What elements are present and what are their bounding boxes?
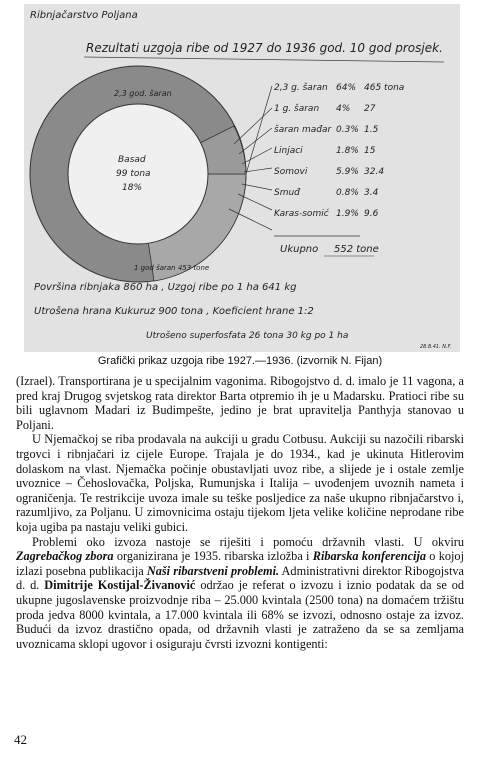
legend-pct: 1.8% [336, 146, 359, 156]
paragraph-3 [16, 535, 464, 652]
p3-text-e: o kojoj izlazi posebna publikacija [16, 549, 464, 578]
pie-center-1: Basad [118, 155, 146, 165]
legend-amount: 32.4 [364, 167, 385, 177]
legend-pct: 64% [336, 83, 357, 93]
legend-name: 1 g. šaran [274, 104, 320, 114]
p3-text-c: organizirana je 1935. ribarska izložba i [113, 549, 313, 564]
total-value: 552 tone [334, 244, 379, 255]
body-text [16, 374, 464, 651]
stats-line-3: Utrošeno superfosfata 26 tona 30 kg po 1 ha [146, 331, 349, 341]
legend-name: Linjaci [274, 146, 303, 156]
pie-center-3: 18% [122, 183, 143, 193]
paragraph-1: (Izrael). Transportirana je u specijalnim vagonima. Ribogojstvo d. d. imalo je 11 vagona, a pred kraj Drugog svjetskog rata direktor Barta otpremio ih je u Madarsku. Pratioci ribe su bili uglavnom Madari iz Budimpešte, jedino je brat upravitelja Panthyja stanovao u Poljani. [16, 374, 464, 432]
legend-pct: 1.9% [336, 209, 359, 219]
p3-publication-title: Naši ribarstveni problemi. [146, 563, 280, 578]
legend-pct: 0.8% [336, 188, 359, 198]
legend-name: Karas-somić [274, 209, 329, 219]
page-number: 42 [14, 732, 27, 747]
legend-name: Smuđ [274, 188, 300, 198]
stats-line-2: Utrošena hrana Kukuruz 900 tona , Koeficient hrane 1:2 [34, 306, 314, 317]
pie-label-top: 2,3 god. šaran [114, 89, 172, 98]
legend-amount: 9.6 [364, 209, 379, 219]
p3-text-g: Administrativni direktor Ribogojstva d. d. [16, 563, 464, 593]
signature: 28.8.41. N.F. [420, 344, 452, 350]
p3-text-i: održao je referat o izvozu i iznio podatak da se od ukupne jugoslavenske proizvodnje riba – 25.000 kvintala (2500 tona) na domaćem tržištu proda jedva 8000 kvintala, a 17.000 kvintala ili 68% se izvozi, odnosno ostaje za izvoz. Budući da izvoz drastično opada, od državnih vlasti je zatraženo da se sa zemljama uvoznicama sklopi ugovor i osiguraju čvrsti izvozni kontigenti: [16, 578, 464, 651]
legend-amount: 27 [364, 104, 376, 114]
p3-zagrebacki-zbor: Zagrebačkog zbora [16, 549, 114, 564]
stats-line-1: Površina ribnjaka 860 ha , Uzgoj ribe po 1 ha 641 kg [34, 282, 297, 293]
legend-pct: 5.9% [336, 167, 359, 177]
legend-name: šaran mađar [274, 125, 332, 135]
pie [30, 66, 246, 282]
figure-title: Rezultati uzgoja ribe od 1927 do 1936 god. 10 god prosjek. [86, 41, 443, 55]
legend-amount: 15 [364, 146, 376, 156]
paragraph-2: U Njemačkoj se riba prodavala na aukciji u gradu Cotbusu. Aukciji su nazočili ribarski trgovci i ribnjačari iz cijele Europe. Trajala je do 1934., kad je ukinuta Hitlerovim dolaskom na vlast. Njemačka počinje obustavljati uvoz ribe, a slijede je i ostale zemlje uvoznice – Čehoslovačka, Poljska, Rumunjska i Italija – uvođenjem uvoznih nameta i ograničenja. Te restrikcije uvoza imale su teške posljedice za naše ukupno ribnjačarstvo i, razumljivo, za Poljanu. U zimovnicima ostaju tijekom ljeta velike količine neprodane ribe koja ugiba pa nastaju veliki gubici. [16, 432, 464, 534]
total-label: Ukupno [280, 244, 319, 255]
p3-person-name: Dimitrije Kostijal-Živanović [44, 578, 196, 593]
legend-pct: 4% [336, 104, 351, 114]
legend-amount: 1.5 [364, 125, 379, 135]
figure-caption: Grafički prikaz uzgoja ribe 1927.—1936. (izvornik N. Fijan) [97, 355, 383, 367]
legend-name: Somovi [274, 167, 308, 177]
p3-text-a: Problemi oko izvoza nastoje se riješiti i pomoću državnih vlasti. U okviru [32, 534, 464, 549]
legend-pct: 0.3% [336, 125, 359, 135]
p3-ribarska-konferencija: Ribarska konferencija [312, 549, 427, 564]
pie-chart-figure [24, 4, 460, 352]
figure-header: Ribnjačarstvo Poljana [30, 10, 138, 21]
legend-amount: 3.4 [364, 188, 379, 198]
pie-label-bottom: 1 god šaran 453 tone [134, 264, 210, 272]
pie-center-2: 99 tona [116, 169, 151, 179]
legend-amount: 465 tona [364, 83, 405, 93]
legend-name: 2,3 g. šaran [274, 83, 328, 93]
